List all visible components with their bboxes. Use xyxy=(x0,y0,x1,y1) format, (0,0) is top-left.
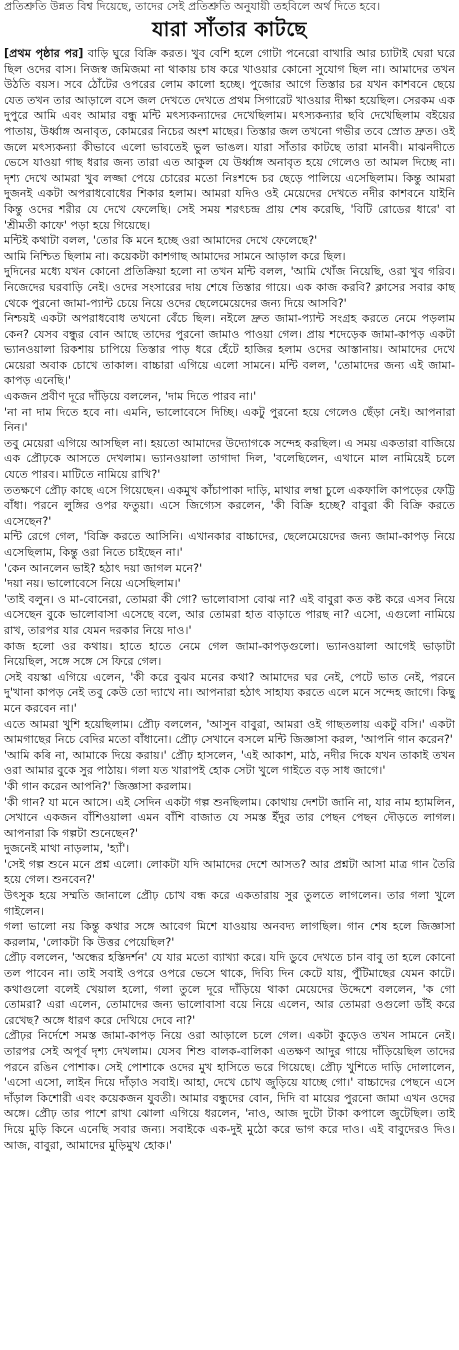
article-paragraph: এতে আমরা খুশি হয়েছিলাম। প্রৌঢ় বললেন, 'আসুন বাবুরা, আমরা ওই গাছতলায় একটু বসি।' একটা আমগাছের নিচে বেদির মতো বাঁধানো। প্রৌঢ় সেখানে বসলে মন্টি জিজ্ঞাসা করল, 'আপনি গান করেন?' xyxy=(4,717,455,747)
article-paragraph: নিশ্চয়ই একটা অপরাধবোধ তখনো বেঁচে ছিল। নইলে দ্রুত জামা-প্যান্ট সংগ্রহ করতে নেমে পড়লাম কেন? যেসব বন্ধুর বোন আছে তাদের পুরনো জামাও পাওয়া গেল। প্রায় শদেড়েক জামা-কাপড় একটা ভ্যানওয়ালা রিকশায় চাপিয়ে তিস্তার পাড় ধরে হেঁটে হাজির হলাম ওদের আস্তানায়। আমাদের দেখে মেয়েরা অবাক চোখে তাকাল। বাচ্চারা এগিয়ে এলো সামনে। মন্টি বলল, 'তোমাদের জন্য এই জামা-কাপড় এনেছি।' xyxy=(4,312,455,388)
article-paragraph: ততক্ষণে প্রৌঢ় কাছে এসে গিয়েছেন। একমুখ কাঁচাপাকা দাড়ি, মাথার লম্বা চুলে একফালি কাপড়ের ফেট্টি বাঁধা। পরনে লুঙ্গির ওপর ফতুয়া। এসে জিগ্যেস করলেন, 'কী বিক্রি হচ্ছে? বাবুরা কী বিক্রি করতে এসেছেন?' xyxy=(4,483,455,528)
article-paragraph: দুজনেই মাথা নাড়লাম, 'হ্যাঁ'। xyxy=(4,842,130,856)
article-paragraph: মন্টি রেগে গেল, 'বিক্রি করতে আসিনি। এখানকার বাচ্চাদের, ছেলেমেয়েদের জন্য জামা-কাপড় নিয়ে এসেছিলাম, কিন্তু ওরা নিতে চাইছেন না।' xyxy=(4,530,455,559)
article-paragraph: আমি নিশ্চিত ছিলাম না। কয়েকটা কাশগাছ আমাদের সামনে আড়াল করে ছিল। xyxy=(4,249,346,263)
article-paragraph: 'কেন আনলেন ভাই? হঠাৎ দয়া জাগল মনে?' xyxy=(4,561,203,575)
article-headline: যারা সাঁতার কাটছে xyxy=(152,17,307,41)
article-paragraph: মন্টিই কথাটা বলল, 'তোর কি মনে হচ্ছে ওরা আমাদের দেখে ফেলেছে?' xyxy=(4,234,318,248)
article-paragraph: প্রৌঢ় বললেন, 'অন্ধের হস্তিদর্শন' যে যার মতো ব্যাখ্যা করে। যদি ডুবে দেখতে চান বাবু তা হলে কোনো তল পাবেন না। তাই সবাই ওপরে ওপরে ভেসে থাকে, দিব্যি দিন কেটে যায়, পুঁটিমাছের যেমন কাটে। কথাগুলো বলেই খেয়াল হলো, গলা তুলে দূরে দাঁড়িয়ে থাকা মেয়েদের উদ্দেশে বললেন, 'ক গো তোমরা? এরা এলেন, তোমাদের জন্য ভালোবাসা বয়ে নিয়ে এলেন, আর তোমরা ওগুলো ডাঁই করে রেখেছ? অঙ্গে ধারণ করে দেখিয়ে দেবে না?' xyxy=(4,951,455,1027)
article-body xyxy=(4,46,455,1153)
article-paragraph: কাজ হলো ওর কথায়। হাতে হাতে নেমে গেল জামা-কাপড়গুলো। ভ্যানওয়ালা আগেই ভাড়াটা নিয়েছিল, সঙ্গে সঙ্গে সে ফিরে গেল। xyxy=(4,639,455,669)
continued-label: [প্রথম পৃষ্ঠার পর] xyxy=(4,47,84,60)
article-paragraph: 'তাই বলুন। ও মা-বোনেরা, তোমরা কী গো? ভালোবাসা বোঝ না? এই বাবুরা কত কষ্ট করে এসব নিয়ে এসেছেন বুকে ভালোবাসা এসেছে বলে, আর তোমরা হাত বাড়াতে পারছ না? এসো, এগুলো নামিয়ে রাখ, তারপর যার যেমন দরকার নিয়ে দাও।' xyxy=(4,592,455,637)
article-paragraph: 'দয়া নয়। ভালোবেসে নিয়ে এসেছিলাম।' xyxy=(4,577,181,591)
article-paragraph: একজন প্রবীণ দূরে দাঁড়িয়ে বললেন, 'দাম দিতে পারব না।' xyxy=(4,390,257,404)
previous-article-fragment: প্রতিশ্রুতি উন্নত বিশ্ব দিয়েছে, তাদের সেই প্রতিশ্রুতি অনুযায়ী তহবিলে অর্থ দিতে হবে। xyxy=(4,0,381,13)
article-paragraph: উৎসুক হয়ে সম্মতি জানালে প্রৌঢ় চোখ বন্ধ করে একতারায় সুর তুলতে লাগলেন। তার গলা খুলে গাইলেন। xyxy=(4,889,455,918)
article-paragraph: 'কী গান করেন আপনি?' জিজ্ঞাসা করলাম। xyxy=(4,779,192,793)
article-paragraph: তবু মেয়েরা এগিয়ে আসছিল না। হয়তো আমাদের উদ্যোগকে সন্দেহ করছিল। এ সময় একতারা বাজিয়ে এক প্রৌঢ়কে আসতে দেখলাম। ভ্যানওয়ালা তাগাদা দিল, 'বলেছিলেন, এখানে মাল নামিয়েই চলে যেতে পারব। মাটিতে নামিয়ে রাখি?' xyxy=(4,436,455,482)
article-paragraph xyxy=(4,46,455,233)
paragraph-text: বাড়ি ঘুরে বিক্রি করত। খুব বেশি হলে গোটা পনেরো বাখারি আর চ্যাটাই ঘেরা ঘরে ছিল ওদের বাস। নিজস্ব জমিজমা না থাকায় চাষ করে খাওয়ার কোনো সুযোগ ছিল না। আমাদের তখন উঠতি বয়স। সবে ঠোঁটের ওপরের লোম কালো হচ্ছে। পুজোর আগে তিস্তার চর যখন কাশবনে ছেয়ে যেত তখন তার আড়ালে বসে জল দেখতে দেখতে প্রথম সিগারেট খাওয়ার দীক্ষা হয়েছিল। সেরকম এক দুপুরে আমি এবং আমার বন্ধু মন্টি মৎস্যকন্যাদের দেখেছিলাম। মৎস্যকন্যার ছবি দেখেছিলাম বইয়ের পাতায়, উর্ধ্বাঙ্গ অনাবৃত, কোমরের নিচের অংশ মাছের। তিস্তার জল তখনো গভীর তবে স্রোত দ্রুত। ওই জলে মৎস্যকন্যা কীভাবে এলো ভাবতেই ভুল ভাঙল। যারা সাঁতার কাটছে তারা মানবী। মাঝনদীতে ভেসে যাওয়া গাছ ধরার জন্য তারা এত আকুল যে উর্ধ্বাঙ্গ অনাবৃত হয়ে গেলেও তা আমল দিচ্ছে না। দৃশ্য দেখে আমরা খুব লজ্জা পেয়ে চোরের মতো নিঃশব্দে চর ছেড়ে পালিয়ে এসেছিলাম। কিন্তু আমরা দুজনই একটা অপরাধবোধের শিকার হলাম। আমরা যদিও ওই মেয়েদের দেখতে নদীর কাশবনে যাইনি কিন্তু ওদের শরীর যে দেখে ফেলেছি। সেই সময় শরৎচন্দ্র প্রায় শেষ করেছি, 'বিটি রোডের ধারে' বা 'শ্রীমতী কাফে' পড়া হয়ে গিয়েছে। xyxy=(4,47,455,232)
article-paragraph: 'না না দাম দিতে হবে না। এমনি, ভালোবেসে দিচ্ছি। একটু পুরনো হয়ে গেলেও ছেঁড়া নেই। আপনারা নিন।' xyxy=(4,405,455,435)
article-paragraph: প্রৌঢ়র নির্দেশে সমস্ত জামা-কাপড় নিয়ে ওরা আড়ালে চলে গেল। একটা কুড়েও তখন সামনে নেই। তারপর সেই অপূর্ব দৃশ্য দেখলাম। যেসব শিশু বালক-বালিকা এতক্ষণ আদুর গায়ে দাঁড়িয়েছিল তাদের পরনে রঙিন পোশাক। সেই পোশাকে ওদের মুখ হাসিতে ভরে গিয়েছে। প্রৌঢ় খুশিতে দাড়ি দোলালেন, 'এসো এসো, লাইন দিয়ে দাঁড়াও সবাই। আহা, দেখে চোখ জুড়িয়ে যাচ্ছে গো।' বাচ্চাদের পেছনে এসে দাঁড়াল কিশোরী এবং কয়েকজন যুবতী। আমার বন্ধুদের বোন, দিদি বা মায়ের পুরনো জামা এখন ওদের অঙ্গে। প্রৌঢ় তার পাশে রাখা ঝোলা এগিয়ে ধরলেন, 'নাও, আজ দুটো টাকা কপালে জুটেছিল। তাই দিয়ে মুড়ি কিনে এনেছি সবার জন্য। সবাইকে এক-দুই মুঠো করে ভাগ করে দাও। এই বাবুদেরও দিও। আজ, বাবুরা, আমাদের মুড়িমুখ হোক।' xyxy=(4,1029,455,1152)
article-paragraph: দুদিনের মধ্যে যখন কোনো প্রতিক্রিয়া হলো না তখন মন্টি বলল, 'আমি খোঁজ নিয়েছি, ওরা খুব গরিব। নিজেদের ঘরবাড়ি নেই। ওদের সংসারের দায় শেষে তিস্তার গায়ে। এক কাজ করবি? ক্লাসের সবার কাছ থেকে পুরনো জামা-প্যান্ট চেয়ে নিয়ে ওদের ছেলেমেয়েদের জন্য দিয়ে আসবি?' xyxy=(4,265,455,310)
article-paragraph: 'আমি কৰি না, আমাকে দিয়ে করায়।' প্রৌঢ় হাসলেন, 'এই আকাশ, মাঠ, নদীর দিকে যখন তাকাই তখন ওরা আমার বুকে সুর পাঠায়। গলা যত খারাপই হোক সেটা খুলে গাইতে বড় সাধ জাগে।' xyxy=(4,748,455,778)
article-paragraph: 'সেই গল্প শুনে মনে প্রশ্ন এলো। লোকটা যদি আমাদের দেশে আসত? আর প্রশ্নটা আসা মাত্র গান তৈরি হয়ে গেল। শুনবেন?' xyxy=(4,857,455,887)
article-paragraph: 'কী গান? যা মনে আসে। এই সেদিন একটা গল্প শুনছিলাম। কোথায় দেশটা জানি না, যার নাম হ্যামলিন, সেখানে একজন বাঁশিওয়ালা এমন বাঁশি বাজাত যে সমস্ত ইঁদুর তার পেছন পেছন দৌড়তে লাগল। আপনারা কি গল্পটা শুনেছেন?' xyxy=(4,795,455,840)
article-paragraph: সেই বয়স্কা এগিয়ে এলেন, 'কী করে বুঝব মনের কথা? আমাদের ঘর নেই, পেটে ভাত নেই, পরনে দু'খানা কাপড় নেই তবু কেউ তো দ্যাখে না। আপনারা হঠাৎ সাহায্য করতে এলে মনে সন্দেহ জাগে। কিছু মনে করবেন না।' xyxy=(4,670,455,715)
article-paragraph: গলা ভালো নয় কিন্তু কথার সঙ্গে আবেগ মিশে যাওয়ায় অনবদ্য লাগছিল। গান শেষ হলে জিজ্ঞাসা করলাম, 'লোকটা কি উত্তর পেয়েছিল?' xyxy=(4,920,455,949)
